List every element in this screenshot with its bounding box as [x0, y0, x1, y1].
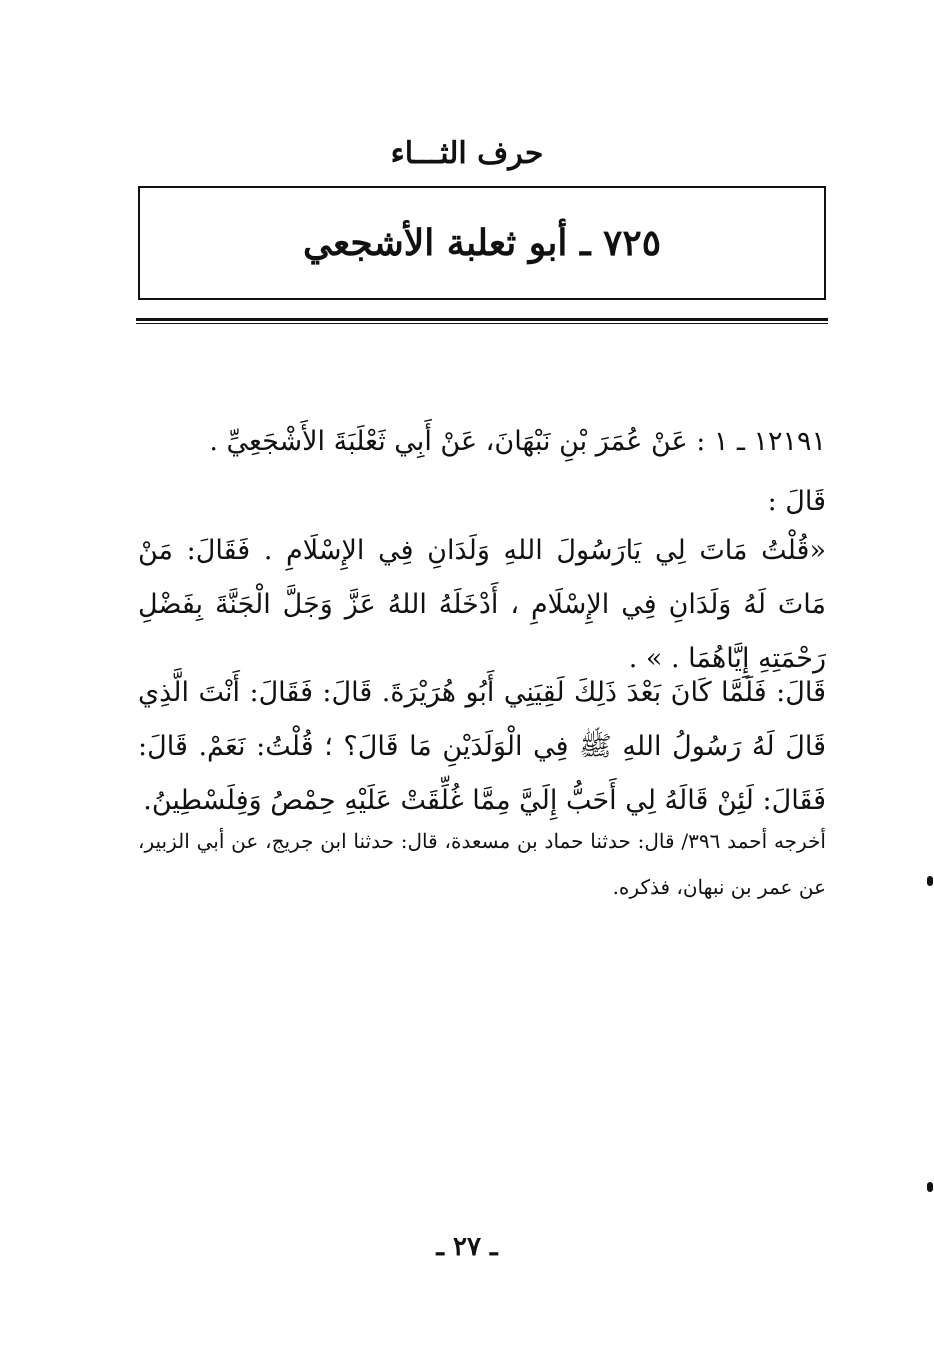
page-number: ـ ٢٧ ـ	[436, 1232, 498, 1262]
hadith-matn-paragraph-1: «قُلْتُ مَاتَ لِي يَارَسُولَ اللهِ وَلَدَانِ فِي الإِسْلَامِ . فَقَالَ: مَنْ مَاتَ لَهُ وَلَدَانِ فِي الإِسْلَامِ ، أَدْخَلَهُ اللهُ عَزَّ وَجَلَّ الْجَنَّةَ بِفَضْلِ رَحْمَتِهِ إِيَّاهُمَا . » .	[138, 535, 826, 674]
margin-mark	[927, 1182, 933, 1192]
entry-title-box	[138, 186, 826, 300]
section-heading: حرف الثـــاء	[390, 136, 544, 171]
separator-rule	[136, 318, 828, 321]
separator-rule-thin	[136, 323, 828, 324]
entry-title: ٧٢٥ ـ أبو ثعلبة الأشجعي	[302, 222, 662, 264]
hadith-matn-paragraph-2: قَالَ: فَلَمَّا كَانَ بَعْدَ ذَلِكَ لَقِيَنِي أَبُو هُرَيْرَةَ. قَالَ: فَقَالَ: أَنْتَ الَّذِي قَالَ لَهُ رَسُولُ اللهِ ﷺ فِي الْوَلَدَيْنِ مَا قَالَ؟ ؛ قُلْتُ: نَعَمْ. قَالَ: فَقَالَ: لَئِنْ قَالَهُ لِي أَحَبُّ إِلَيَّ مِمَّا غُلِّقَتْ عَلَيْهِ حِمْصُ وَفِلَسْطِينُ.	[138, 677, 826, 816]
takhrij-footnote: أخرجه أحمد ٣٩٦/ قال: حدثنا حماد بن مسعدة، قال: حدثنا ابن جريج، عن أبي الزبير، عن عمر بن نبهان، فذكره.	[138, 829, 826, 899]
hadith-qala: قَالَ :	[767, 486, 826, 517]
margin-mark	[927, 876, 933, 886]
hadith-isnad: ١٢١٩١ ـ ١ : عَنْ عُمَرَ بْنِ نَبْهَانَ، عَنْ أَبِي ثَعْلَبَةَ الأَشْجَعِيِّ .	[209, 426, 826, 457]
